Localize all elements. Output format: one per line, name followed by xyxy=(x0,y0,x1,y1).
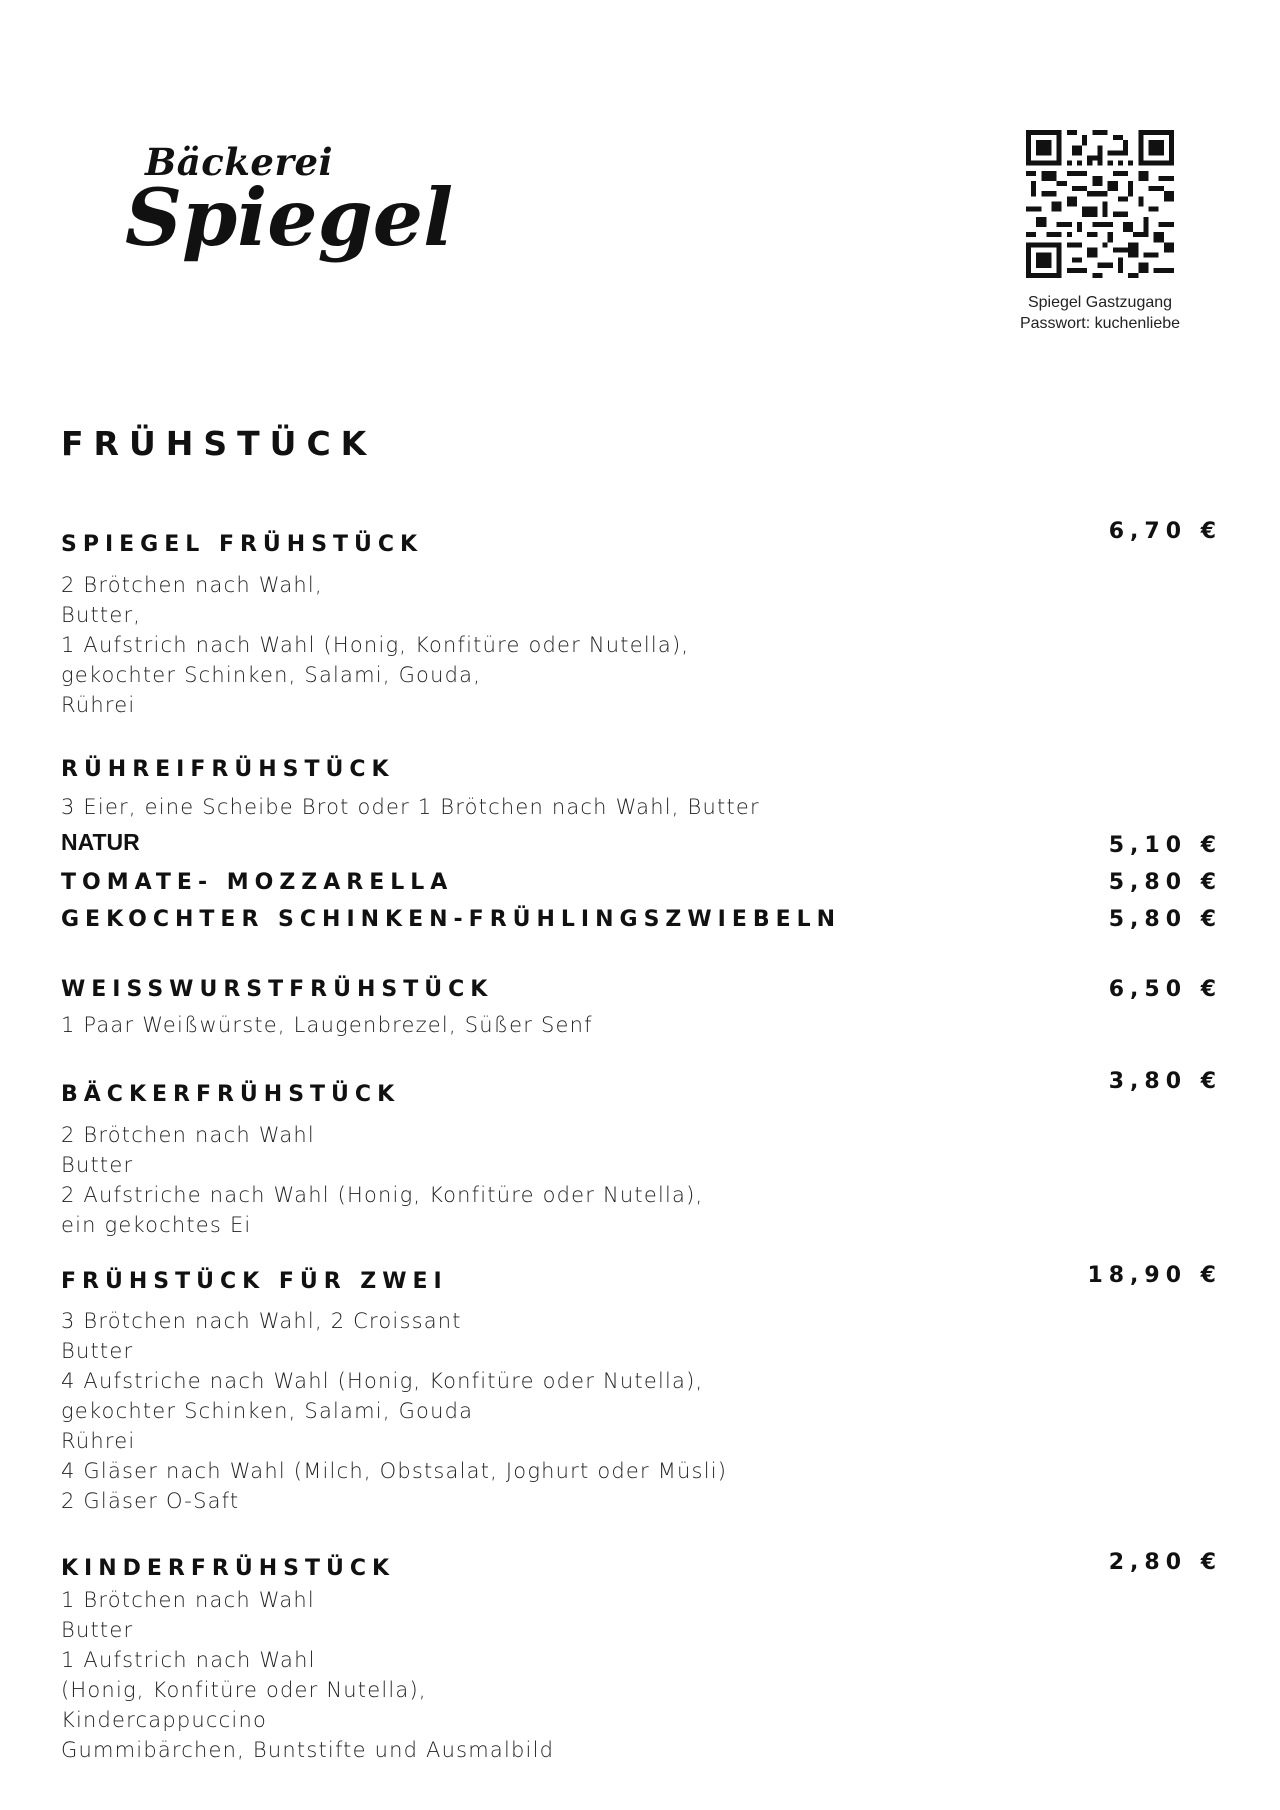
item-price: 3,80 € xyxy=(1108,1069,1222,1094)
item-description xyxy=(61,1010,593,1040)
desc-line: 1 Aufstrich nach Wahl xyxy=(61,1648,316,1672)
item-price: 18,90 € xyxy=(1087,1263,1222,1288)
desc-line: ein gekochtes Ei xyxy=(61,1213,252,1237)
desc-line: 4 Aufstriche nach Wahl (Honig, Konfitüre oder Nutella), xyxy=(61,1369,704,1393)
item-description xyxy=(61,570,689,720)
item-description xyxy=(61,1306,727,1516)
section-title: FRÜHSTÜCK xyxy=(61,424,377,463)
desc-line: 1 Paar Weißwürste, Laugenbrezel, Süßer Senf xyxy=(61,1013,593,1037)
variant-price: 5,80 € xyxy=(1108,907,1222,932)
desc-line: 1 Brötchen nach Wahl xyxy=(61,1588,315,1612)
item-title: KINDERFRÜHSTÜCK xyxy=(61,1556,396,1581)
item-price: 2,80 € xyxy=(1108,1550,1222,1575)
desc-line: Butter xyxy=(61,1153,134,1177)
desc-line: Butter, xyxy=(61,603,142,627)
desc-line: Butter xyxy=(61,1618,134,1642)
item-title: RÜHREIFRÜHSTÜCK xyxy=(61,757,395,782)
desc-line: Kindercappuccino xyxy=(61,1708,268,1732)
desc-line: 2 Gläser O-Saft xyxy=(61,1489,240,1513)
wifi-name: Spiegel Gastzugang xyxy=(1027,294,1173,311)
wifi-password: Passwort: kuchenliebe xyxy=(1019,315,1181,332)
brand-subtitle: Bäckerei xyxy=(145,140,334,184)
desc-line: 2 Brötchen nach Wahl xyxy=(61,1123,315,1147)
item-title: FRÜHSTÜCK FÜR ZWEI xyxy=(61,1269,448,1294)
item-description xyxy=(61,1120,703,1240)
desc-line: Gummibärchen, Buntstifte und Ausmalbild xyxy=(61,1738,555,1762)
variant-price: 5,10 € xyxy=(1108,833,1222,858)
desc-line: 2 Brötchen nach Wahl, xyxy=(61,573,323,597)
item-price: 6,50 € xyxy=(1108,977,1222,1002)
desc-line: 3 Eier, eine Scheibe Brot oder 1 Brötchen nach Wahl, Butter xyxy=(61,795,760,819)
desc-line: gekochter Schinken, Salami, Gouda xyxy=(61,1399,474,1423)
variant-label: TOMATE- MOZZARELLA xyxy=(61,870,454,895)
desc-line: Rührei xyxy=(61,1429,136,1453)
desc-line: 2 Aufstriche nach Wahl (Honig, Konfitüre oder Nutella), xyxy=(61,1183,704,1207)
desc-line: Rührei xyxy=(61,693,136,717)
item-title: SPIEGEL FRÜHSTÜCK xyxy=(61,532,424,557)
wifi-caption xyxy=(990,292,1210,334)
variant-label: NATUR xyxy=(61,829,140,855)
item-title: BÄCKERFRÜHSTÜCK xyxy=(61,1082,401,1107)
desc-line: 4 Gläser nach Wahl (Milch, Obstsalat, Joghurt oder Müsli) xyxy=(61,1459,728,1483)
variant-label: GEKOCHTER SCHINKEN-FRÜHLINGSZWIEBELN xyxy=(61,907,842,932)
item-price: 6,70 € xyxy=(1108,519,1222,544)
wifi-qr-code xyxy=(1026,130,1174,278)
desc-line: Butter xyxy=(61,1339,134,1363)
desc-line: 3 Brötchen nach Wahl, 2 Croissant xyxy=(61,1309,462,1333)
brand-title: Spiegel xyxy=(125,171,454,264)
item-title: WEISSWURSTFRÜHSTÜCK xyxy=(61,977,494,1002)
variant-price: 5,80 € xyxy=(1108,870,1222,895)
item-description xyxy=(61,1585,554,1765)
item-description xyxy=(61,792,760,822)
desc-line: gekochter Schinken, Salami, Gouda, xyxy=(61,663,482,687)
desc-line: 1 Aufstrich nach Wahl (Honig, Konfitüre oder Nutella), xyxy=(61,633,690,657)
desc-line: (Honig, Konfitüre oder Nutella), xyxy=(61,1678,427,1702)
